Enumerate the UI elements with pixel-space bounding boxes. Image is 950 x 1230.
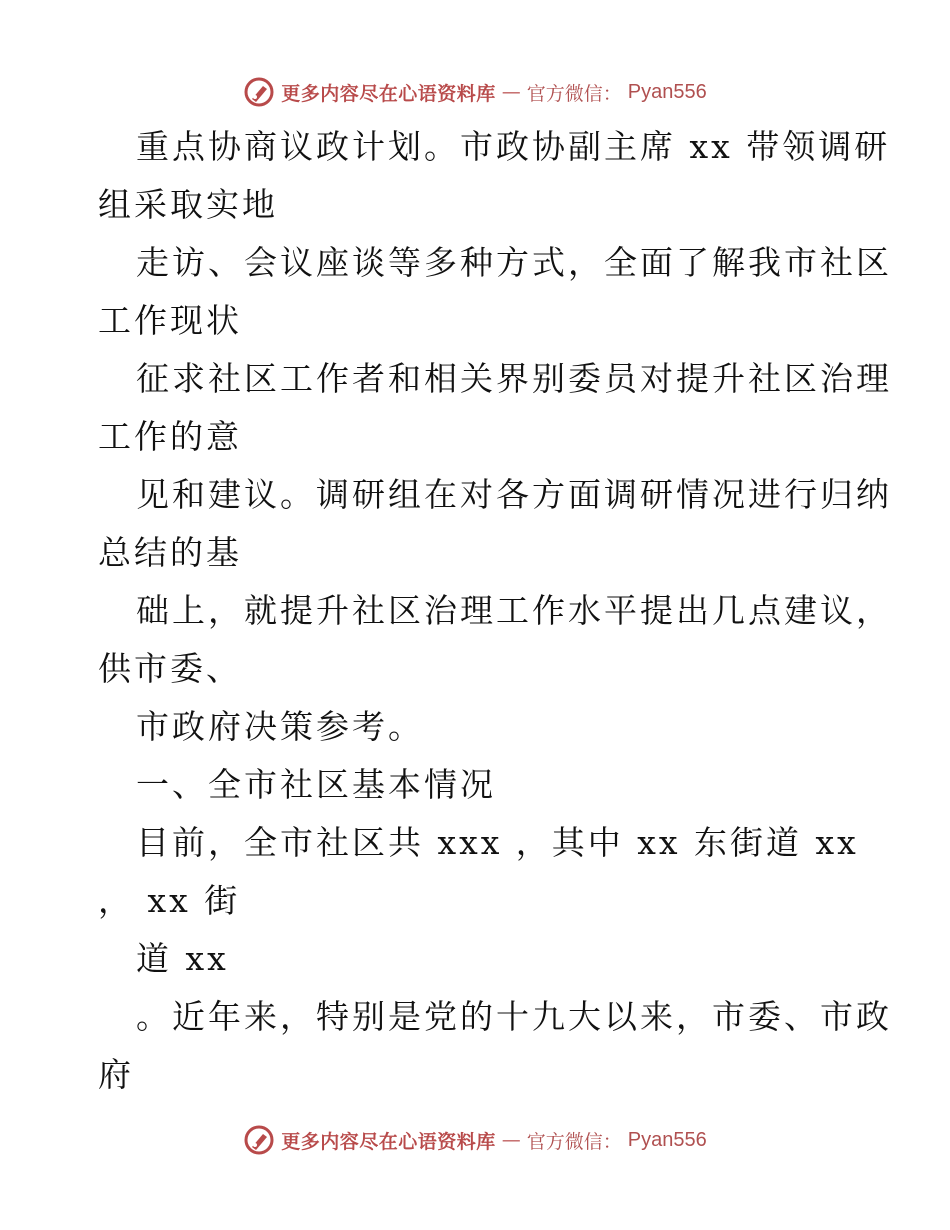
text-line: 础上，就提升社区治理工作水平提出几点建议， [136, 591, 892, 630]
text-line: 重点协商议政计划。市政协副主席 xx 带领调研 [136, 127, 891, 166]
watermark-official: 官方微信： [526, 82, 622, 105]
text-line: 市政府决策参考。 [136, 707, 424, 746]
text-line: 走访、会议座谈等多种方式，全面了解我市社区 [136, 243, 892, 282]
watermark-account: Pyan556 [627, 80, 707, 103]
pen-logo-icon [243, 1124, 275, 1156]
text-line: 目前，全市社区共 xxx ，其中 xx 东街道 xx [136, 823, 859, 862]
text-line: 。近年来，特别是党的十九大以来，市委、市政 [136, 997, 892, 1036]
text-line: ， xx 街 [98, 881, 241, 920]
text-line: 工作的意 [98, 417, 242, 456]
watermark-dash: — [501, 1129, 521, 1151]
text-line: 工作现状 [98, 301, 242, 340]
document-body [98, 118, 892, 1104]
text-line: 征求社区工作者和相关界别委员对提升社区治理 [136, 359, 892, 398]
text-line: 供市委、 [98, 649, 242, 688]
watermark-account: Pyan556 [627, 1128, 707, 1151]
header-watermark [0, 72, 950, 112]
section-heading: 一、全市社区基本情况 [136, 765, 496, 804]
text-line: 总结的基 [98, 533, 242, 572]
footer-watermark [0, 1120, 950, 1160]
text-line: 组采取实地 [98, 185, 278, 224]
text-line: 见和建议。调研组在对各方面调研情况进行归纳 [136, 475, 892, 514]
watermark-dash: — [501, 81, 521, 103]
pen-logo-icon [243, 76, 275, 108]
watermark-brand: 更多内容尽在心语资料库 [281, 82, 496, 105]
watermark-brand: 更多内容尽在心语资料库 [281, 1130, 496, 1153]
text-line: 道 xx [136, 939, 229, 978]
text-line: 府 [98, 1055, 134, 1094]
watermark-official: 官方微信： [526, 1130, 622, 1153]
